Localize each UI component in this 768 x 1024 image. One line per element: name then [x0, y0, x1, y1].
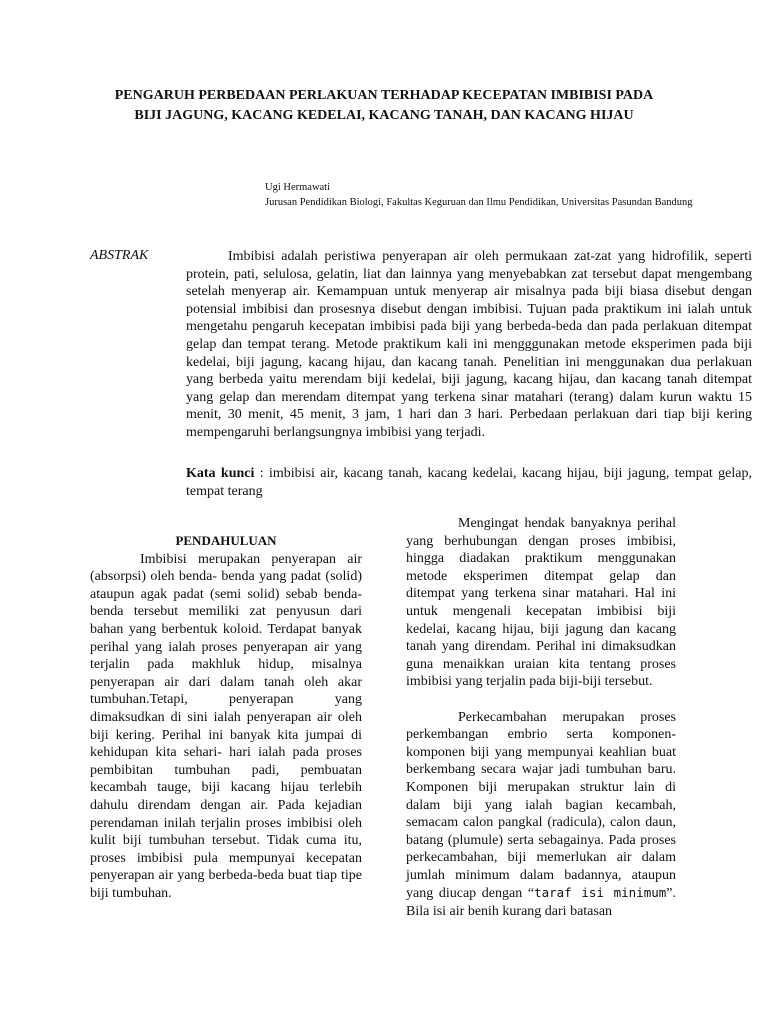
author-affiliation: Jurusan Pendidikan Biologi, Fakultas Keguruan dan Ilmu Pendidikan, Universitas Pasundan Bandung [265, 197, 693, 208]
author-block [265, 180, 755, 210]
right-column [406, 515, 676, 921]
right-paragraph-2-start: Perkecambahan merupakan proses perkembangan embrio serta komponen-komponen biji yang mempunyai keahlian buat berkembang secara wajar jadi tumbuhan baru. Komponen biji merupakan struktur lain di dalam biji yang ialah bagian kecambah, semacam calon pangkal (radicula), calon daun, batang (plumule) serta sebagainya. Pada proses perkecambahan, biji memerlukan air dalam jumlah minimum dalam badannya, ataupun yang diucap dengan “ [406, 709, 676, 902]
paper-title: PENGARUH PERBEDAAN PERLAKUAN TERHADAP KECEPATAN IMBIBISI PADA BIJI JAGUNG, KACANG KEDELAI, KACANG TANAH, DAN KACANG HIJAU [114, 88, 654, 123]
abstract-text [186, 248, 752, 442]
left-column [90, 532, 362, 902]
section-heading-pendahuluan: PENDAHULUAN [175, 533, 277, 548]
abstract-label: ABSTRAK [90, 248, 149, 263]
intro-paragraph: Imbibisi merupakan penyerapan air (absorpsi) oleh benda- benda yang padat (solid) ataupun agak padat (semi solid) sebab benda- benda tersebut memiliki zat penyusun dari bahan yang berbentuk koloid. Terdapat banyak perihal yang ialah proses penyerapan air yang terjalin pada makhluk hidup, misalnya penyerapan air dari dalam tanah oleh akar tumbuhan.Tetapi, penyerapan yang dimaksudkan di sini ialah penyerapan air oleh biji kering. Perihal ini banyak kita jumpai di kehidupan kita sehari- hari ialah pada proses pembibitan tumbuhan padi, pembuatan kecambah tauge, biji kacang hijau terlebih dahulu direndam dengan air. Pada kejadian perendaman inilah terjalin proses imbibisi oleh kulit biji tumbuhan tersebut. Tidak cuma itu, proses imbibisi pula mempunyai kecepatan penyerapan air yang berbeda-beda buat tiap tipe biji tumbuhan. [90, 551, 362, 901]
keywords [186, 465, 752, 501]
keywords-label: Kata kunci [186, 466, 255, 481]
right-paragraph-2-end: ”. Bila isi air benih kurang dari batasan [406, 886, 676, 920]
author-name: Ugi Hermawati [265, 182, 331, 193]
term-taraf-isi-minimum: taraf isi minimum [534, 885, 667, 901]
right-paragraph-2 [406, 709, 676, 921]
keywords-list: : imbibisi air, kacang tanah, kacang kedelai, kacang hijau, biji jagung, tempat gelap, tempat terang [186, 466, 752, 499]
abstract-body: Imbibisi adalah peristiwa penyerapan air oleh permukaan zat-zat yang hidrofilik, seperti protein, pati, selulosa, gelatin, liat dan lainnya yang menyebabkan zat tersebut dapat mengembang setelah menyerap air. Kemampuan untuk menyerap air misalnya pada biji biasa disebut dengan potensial imbibisi dan prosesnya disebut dengan imbibisi. Tujuan pada praktikum ini ialah untuk mengetahu pengaruh kecepatan imbibisi pada biji yang berbeda-beda dan pada perlakuan ditempat gelap dan tempat terang. Metode praktikum kali ini mengggunakan metode eksperimen pada biji kedelai, biji jagung, kacang hijau, dan kacang tanah. Penelitian ini menggunakan dua perlakuan yang berbeda yaitu merendam biji kedelai, biji jagung, kacang hijau, dan kacang tanah ditempat yang gelap dan merendam ditempat yang terkena sinar matahari (terang) dalam kurun waktu 15 menit, 30 menit, 45 menit, 3 jam, 1 hari dan 3 hari. Perbedaan perlakuan dari tiap biji kering mempengaruhi berlangsungnya imbibisi yang terjadi. [186, 249, 752, 440]
right-paragraph-1: Mengingat hendak banyaknya perihal yang berhubungan dengan proses imbibisi, hingga diadakan praktikum menggunakan metode eksperimen ditempat gelap dan ditempat yang terkena sinar matahari. Hal ini untuk mengenali kecepatan imbibisi biji kedelai, kacang hijau, biji jagung dan kacang tanah yang direndam. Perihal ini dimaksudkan guna menaikkan uraian kita tentang proses imbibisi yang terjalin pada biji-biji tersebut. [406, 516, 676, 690]
